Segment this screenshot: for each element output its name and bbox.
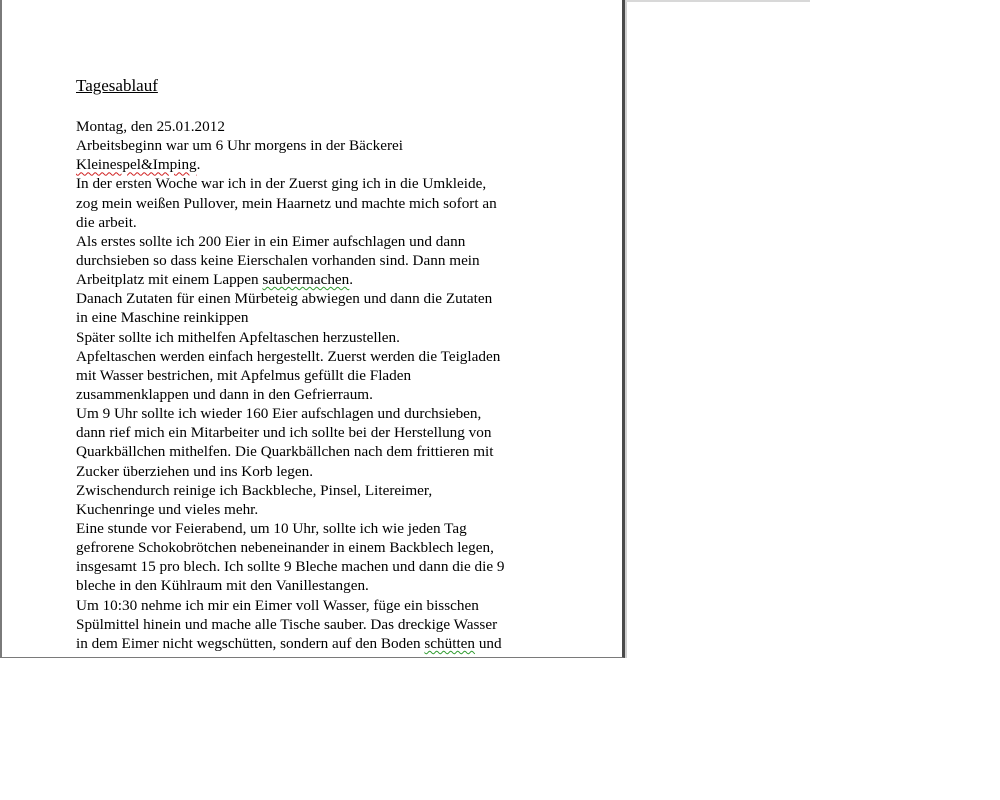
text-line — [76, 174, 556, 193]
text-segment: durchsieben so dass keine Eierschalen vorhanden sind. Dann mein — [76, 251, 480, 269]
grammar-error-word: saubermachen — [262, 271, 350, 289]
text-segment: In der ersten Woche war ich in der Zuerst ging ich in die Umkleide, — [76, 175, 487, 193]
text-segment: Spülmittel hinein und mache alle Tische sauber. Das dreckige Wasser — [76, 615, 498, 633]
text-segment: Um 9 Uhr sollte ich wieder 160 Eier aufschlagen und durchsieben, — [76, 405, 482, 423]
text-segment: gefrorene Schokobrötchen nebeneinander in einem Backblech legen, — [76, 539, 494, 557]
text-segment: in dem Eimer nicht wegschütten, sondern auf den Boden — [76, 634, 425, 652]
text-segment: . — [196, 156, 201, 174]
spelling-error-word: Kleinespel&Imping — [76, 156, 197, 174]
blank-line — [76, 98, 556, 117]
text-segment: die arbeit. — [76, 213, 137, 231]
text-segment: Als erstes sollte ich 200 Eier in ein Eimer aufschlagen und dann — [76, 232, 466, 250]
text-line — [76, 136, 556, 155]
text-segment: Apfeltaschen werden einfach hergestellt. Zuerst werden die Teigladen — [76, 347, 501, 365]
text-line — [76, 251, 556, 270]
text-line — [76, 462, 556, 481]
document-title: Tagesablauf — [76, 76, 158, 95]
page-left-edge — [0, 0, 2, 657]
text-segment: bleche in den Kühlraum mit den Vanillestangen. — [76, 577, 369, 595]
text-line — [76, 308, 556, 327]
text-segment: Eine stunde vor Feierabend, um 10 Uhr, sollte ich wie jeden Tag — [76, 519, 467, 537]
text-line — [76, 270, 556, 289]
text-line — [76, 289, 556, 308]
text-segment: dann rief mich ein Mitarbeiter und ich sollte bei der Herstellung von — [76, 424, 492, 442]
text-segment: . — [349, 271, 354, 289]
text-line — [76, 155, 556, 174]
text-line — [76, 366, 556, 385]
text-line — [76, 615, 556, 634]
text-line — [76, 423, 556, 442]
text-line — [76, 442, 556, 461]
text-line — [76, 634, 556, 653]
document-body[interactable] — [76, 74, 556, 653]
text-line — [76, 481, 556, 500]
text-line — [76, 519, 556, 538]
text-segment: Kuchenringe und vieles mehr. — [76, 500, 259, 518]
text-segment: Später sollte ich mithelfen Apfeltaschen herzustellen. — [76, 328, 400, 346]
text-segment: Arbeitsbeginn war um 6 Uhr morgens in der Bäckerei — [76, 137, 404, 155]
text-segment: Quarkbällchen mithelfen. Die Quarkbällchen nach dem frittieren mit — [76, 443, 494, 461]
text-segment: mit Wasser bestrichen, mit Apfelmus gefüllt die Fladen — [76, 366, 412, 384]
grammar-error-word: schütten — [424, 634, 476, 652]
text-line — [76, 347, 556, 366]
text-line — [76, 385, 556, 404]
text-segment: in eine Maschine reinkippen — [76, 309, 249, 327]
text-segment: zusammenklappen und dann in den Gefrierraum. — [76, 385, 373, 403]
text-segment: Arbeitplatz mit einem Lappen — [76, 271, 263, 289]
text-segment: Montag, den 25.01.2012 — [76, 118, 225, 135]
text-line — [76, 213, 556, 232]
text-line — [76, 596, 556, 615]
text-line — [76, 232, 556, 251]
text-line — [76, 117, 556, 136]
text-line — [76, 404, 556, 423]
text-line — [76, 538, 556, 557]
text-segment: Zucker überziehen und ins Korb legen. — [76, 462, 314, 480]
paragraph-lines — [76, 117, 556, 653]
text-segment: Danach Zutaten für einen Mürbeteig abwiegen und dann die Zutaten — [76, 290, 493, 308]
text-line — [76, 194, 556, 213]
text-line — [76, 576, 556, 595]
text-segment: zog mein weißen Pullover, mein Haarnetz und machte mich sofort an — [76, 194, 497, 212]
text-line — [76, 557, 556, 576]
window-top-edge — [626, 0, 810, 2]
text-segment: Um 10:30 nehme ich mir ein Eimer voll Wasser, füge ein bisschen — [76, 596, 479, 614]
text-line — [76, 500, 556, 519]
text-segment: Zwischendurch reinige ich Backbleche, Pinsel, Litereimer, — [76, 481, 433, 499]
text-segment: und — [475, 634, 502, 652]
text-segment: insgesamt 15 pro blech. Ich sollte 9 Bleche machen und dann die die 9 — [76, 558, 505, 576]
text-line — [76, 328, 556, 347]
